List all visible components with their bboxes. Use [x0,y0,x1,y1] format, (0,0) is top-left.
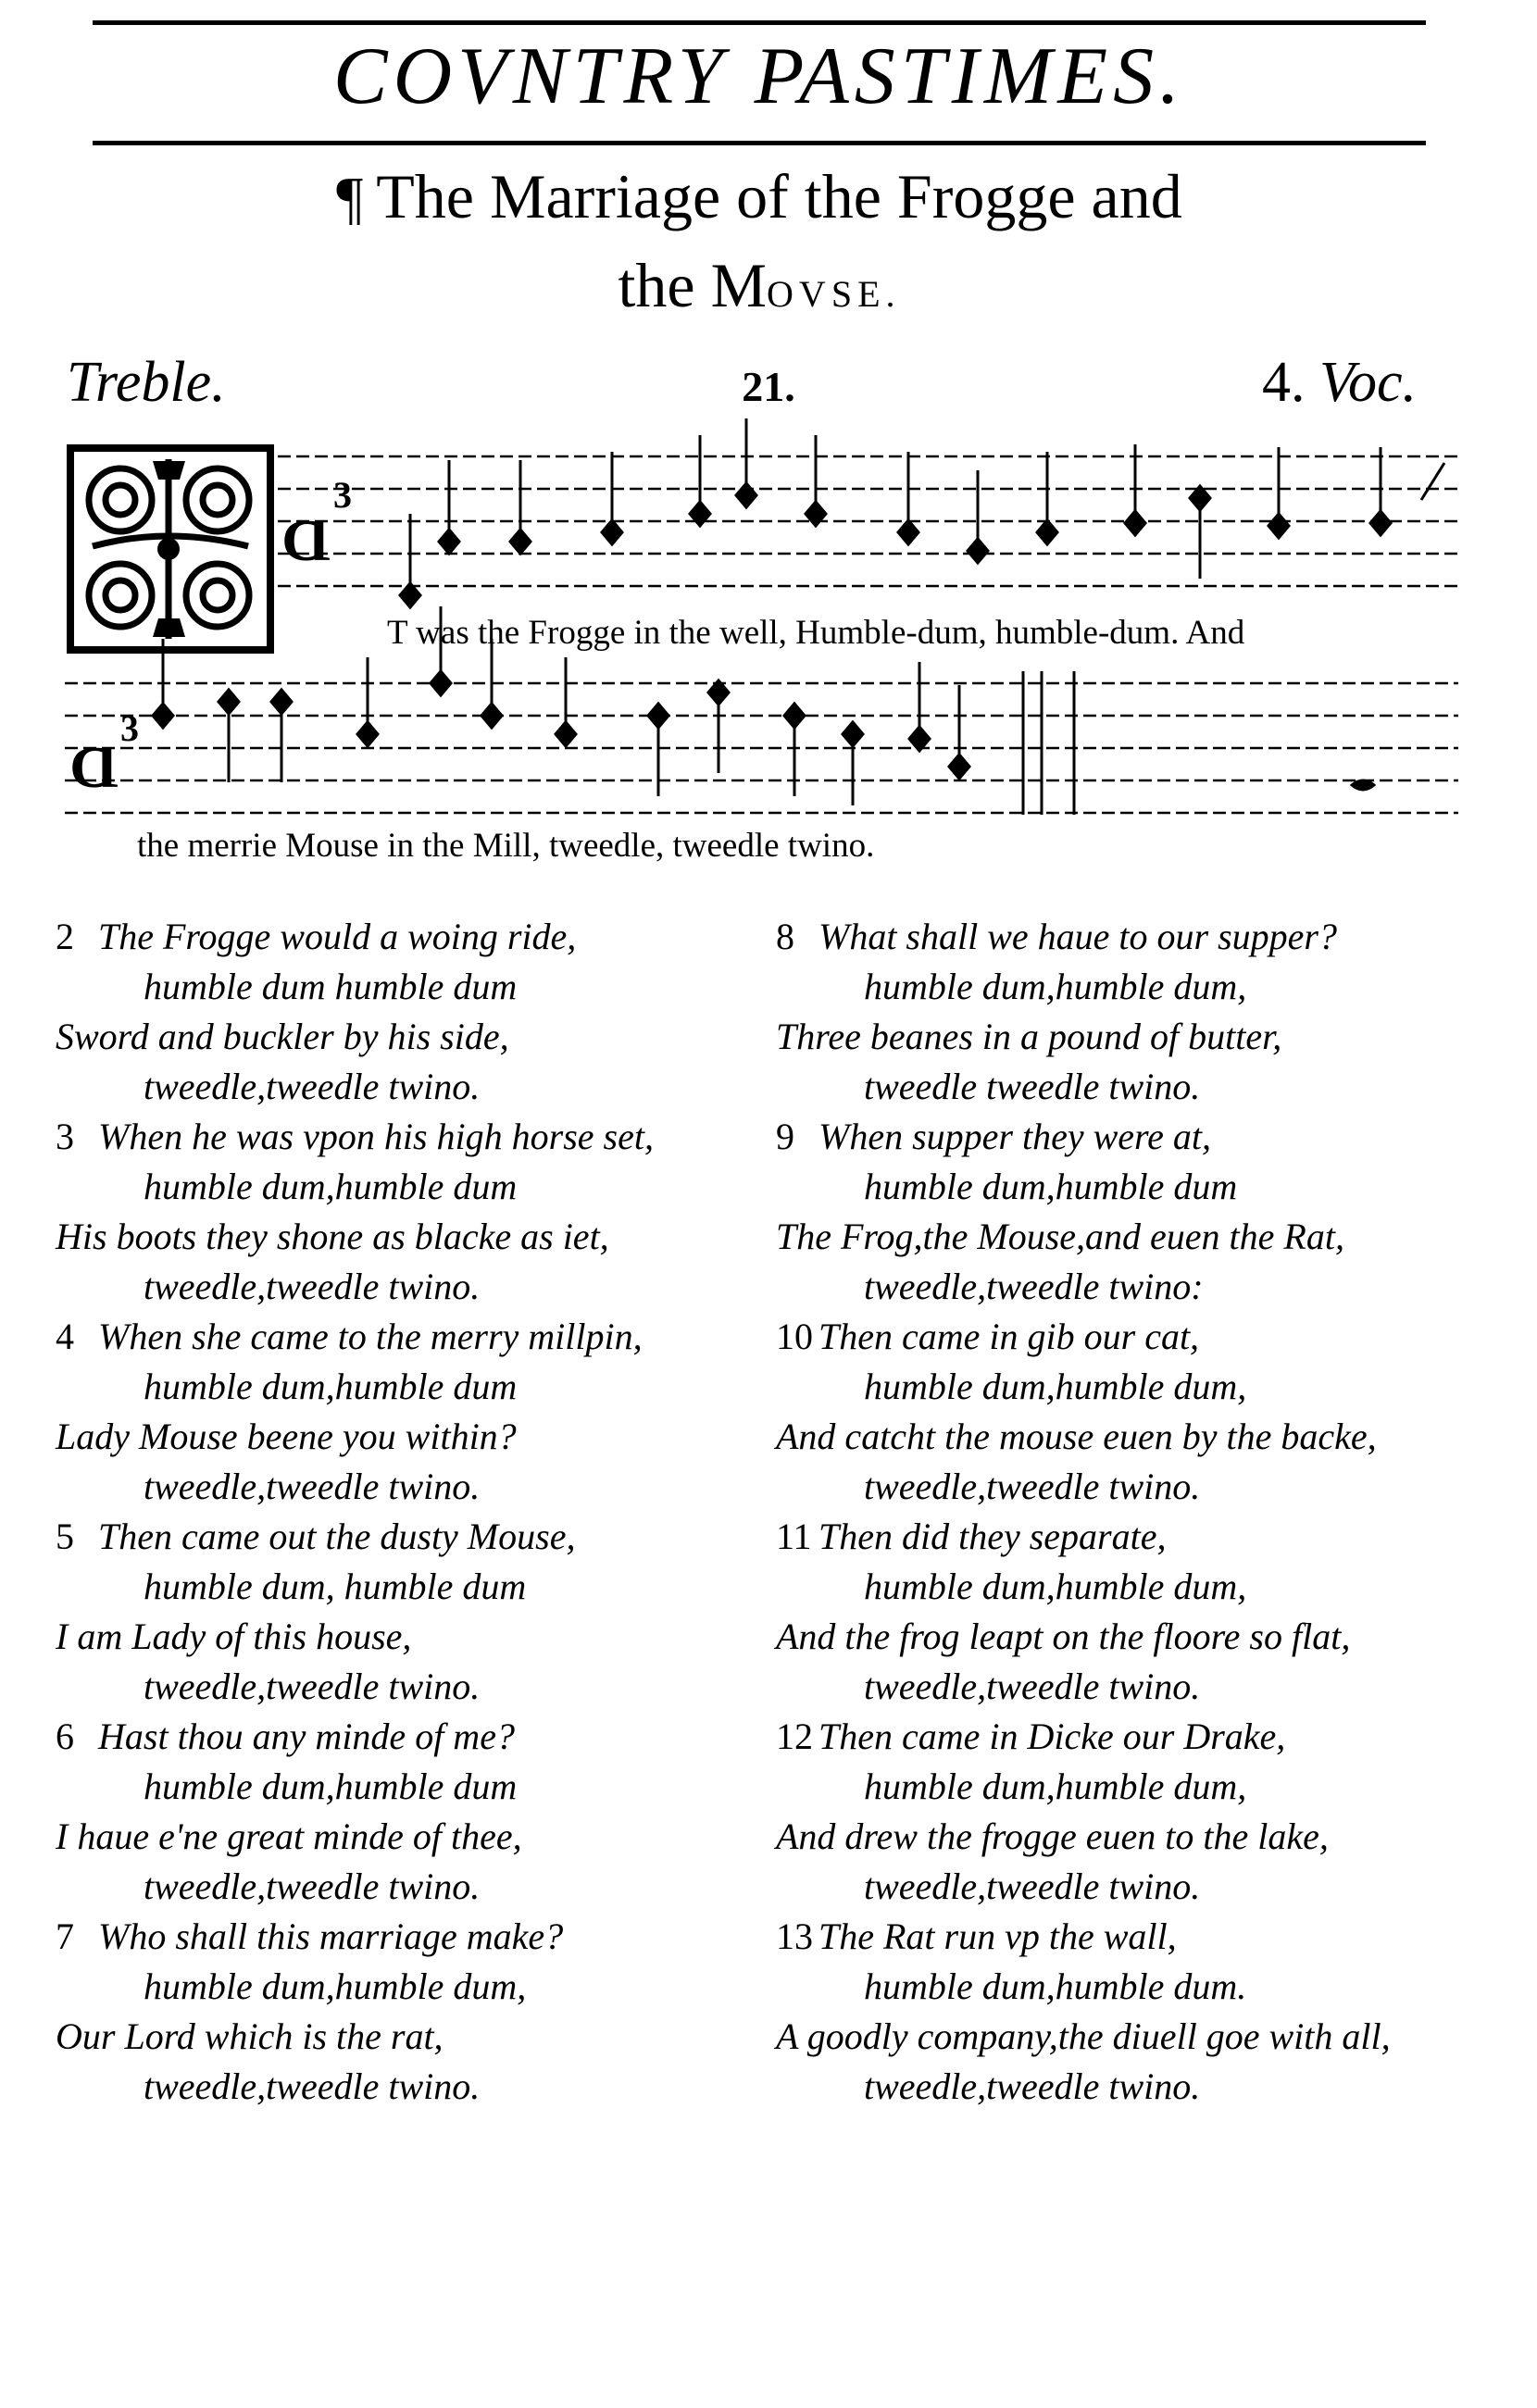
verse-number: 10 [776,1316,813,1357]
verse-refrain-line [776,1162,1391,1212]
verse-text: His boots they shone as blacke as iet, [56,1216,609,1257]
verse [776,1912,1391,2112]
svg-text:3: 3 [120,707,139,749]
verse-text: The Rat run vp the wall, [818,1915,1177,1957]
verse-number: 2 [56,916,74,957]
verse-text: And the frog leapt on the floore so flat, [776,1616,1351,1657]
verse [56,1712,654,1912]
voices-number: 4. [1261,351,1306,414]
verse-number: 9 [776,1116,794,1157]
verse-text: humble dum humble dum [144,966,518,1007]
verse-text: humble dum,humble dum, [864,1366,1247,1407]
verse-refrain-line [56,1162,654,1212]
verse-text: tweedle,tweedle twino: [864,1266,1204,1307]
verse-refrain-line [776,1462,1391,1512]
verses-column-right [776,912,1391,2112]
verse-text: tweedle,tweedle twino. [144,1466,481,1507]
verse-text: tweedle,tweedle twino. [144,1666,481,1707]
verse-line [56,1112,654,1162]
verse-refrain-line [776,1562,1391,1612]
verse-text: Then did they separate, [818,1516,1167,1557]
verse-number: 7 [56,1915,74,1957]
verse-text: tweedle,tweedle twino. [144,2065,481,2107]
verse [776,912,1391,1112]
verse-text: humble dum,humble dum [144,1765,518,1807]
verse-line [56,1412,654,1462]
verse-text: humble dum, humble dum [144,1566,527,1607]
verse-text: humble dum,humble dum [144,1166,518,1207]
verse-refrain-line [776,962,1391,1012]
song-title-line2-b: OVSE. [767,273,901,315]
verse-text: tweedle,tweedle twino. [144,1865,481,1907]
verse-line [56,1512,654,1562]
verse-line [56,1012,654,1062]
verse-text: A goodly company,the diuell goe with all, [776,2015,1391,2057]
verse-text: Our Lord which is the rat, [56,2015,444,2057]
verse-text: The Frogge would a woing ride, [98,916,577,957]
verse-text: Hast thou any minde of me? [98,1716,515,1757]
verse-line [56,1212,654,1262]
verse-text: humble dum,humble dum [144,1366,518,1407]
verse-line [776,1912,1391,1962]
verse-line [776,2012,1391,2062]
verse-refrain-line [56,1462,654,1512]
verse [56,1912,654,2112]
running-header: COVNTRY PASTIMES. [332,31,1186,121]
verse-text: tweedle,tweedle twino. [144,1266,481,1307]
verse-text: humble dum,humble dum, [864,966,1247,1007]
verse-refrain-line [776,1862,1391,1912]
verse [56,1312,654,1512]
verse-text: When she came to the merry millpin, [98,1316,643,1357]
verse-text: Three beanes in a pound of butter, [776,1016,1282,1057]
verse-refrain-line [56,1062,654,1112]
verse-text: tweedle,tweedle twino. [864,1466,1201,1507]
verse-text: Lady Mouse beene you within? [56,1416,517,1457]
verse-line [56,1812,654,1862]
verse-text: humble dum,humble dum, [144,1965,527,2007]
verse-line [776,1512,1391,1562]
verse-text: And catcht the mouse euen by the backe, [776,1416,1377,1457]
verse-text: When he was vpon his high horse set, [98,1116,654,1157]
verse-text: humble dum,humble dum, [864,1765,1247,1807]
verse-line [776,1712,1391,1762]
verse-line [56,1912,654,1962]
verse-refrain-line [56,2062,654,2112]
piece-number: 21. [742,363,795,410]
verse [56,1112,654,1312]
verse-line [56,1612,654,1662]
verse-refrain-line [56,1862,654,1912]
verse-line [56,1712,654,1762]
verse-refrain-line [776,1062,1391,1112]
part-label: Treble. [67,351,226,414]
svg-text:Ɑ: Ɑ [282,507,331,573]
verse-refrain-line [56,1962,654,2012]
verse-text: Then came in Dicke our Drake, [818,1716,1286,1757]
verse-text: Sword and buckler by his side, [56,1016,509,1057]
verse-line [56,912,654,962]
verse-number: 4 [56,1316,74,1357]
verse-refrain-line [776,1762,1391,1812]
verse-number: 3 [56,1116,74,1157]
verse-refrain-line [776,1662,1391,1712]
verse-text: tweedle tweedle twino. [864,1066,1201,1107]
verse-number: 8 [776,916,794,957]
verse [776,1312,1391,1512]
verse-text: What shall we haue to our supper? [818,916,1337,957]
verse-line [776,1812,1391,1862]
verse-number: 5 [56,1516,74,1557]
verse-number: 11 [776,1516,812,1557]
verse-line [776,1012,1391,1062]
verse-text: I am Lady of this house, [56,1616,412,1657]
verse-text: The Frog,the Mouse,and euen the Rat, [776,1216,1344,1257]
music-lyric-line1: T was the Frogge in the well, Humble-dum, humble-dum. And [387,614,1245,652]
verse-refrain-line [56,1362,654,1412]
verse-text: tweedle,tweedle twino. [864,1666,1201,1707]
verse-refrain-line [56,1762,654,1812]
voices-abbr: Voc. [1318,351,1417,414]
verse [56,1512,654,1712]
verse-line [776,1312,1391,1362]
verse-text: tweedle,tweedle twino. [144,1066,481,1107]
verse [56,912,654,1112]
verse-line [776,912,1391,962]
svg-text:3: 3 [333,474,352,516]
verse-refrain-line [776,2062,1391,2112]
verse-text: When supper they were at, [818,1116,1211,1157]
verse-refrain-line [56,1562,654,1612]
song-title-line2-a: the M [618,250,768,320]
verse-refrain-line [56,1262,654,1312]
verse [776,1512,1391,1712]
verse-text: tweedle,tweedle twino. [864,1865,1201,1907]
verse-number: 12 [776,1716,813,1757]
verse-number: 6 [56,1716,74,1757]
verse-text: humble dum,humble dum, [864,1566,1247,1607]
verse-text: humble dum,humble dum. [864,1965,1247,2007]
verse-text: I haue e'ne great minde of thee, [56,1815,522,1857]
verse-line [776,1112,1391,1162]
pilcrow-mark: ¶ [336,165,364,231]
verse-text: Who shall this marriage make? [98,1915,564,1957]
verse-refrain-line [776,1262,1391,1312]
verse-refrain-line [56,1662,654,1712]
verse [776,1112,1391,1312]
music-lyric-line2: the merrie Mouse in the Mill, tweedle, tweedle twino. [137,827,875,865]
verse-line [776,1612,1391,1662]
verse-refrain-line [776,1362,1391,1412]
music-notation [0,0,1537,889]
verse-number: 13 [776,1915,813,1957]
verses-column-left [56,912,654,2112]
verse-text: tweedle,tweedle twino. [864,2065,1201,2107]
verse [776,1712,1391,1912]
verse-refrain-line [56,962,654,1012]
verse-refrain-line [776,1962,1391,2012]
verse-text: Then came in gib our cat, [818,1316,1200,1357]
verse-line [776,1212,1391,1262]
verse-text: And drew the frogge euen to the lake, [776,1815,1329,1857]
verse-text: Then came out the dusty Mouse, [98,1516,576,1557]
verse-line [776,1412,1391,1462]
song-title-text: The Marriage of the Frogge and [376,161,1182,231]
verse-text: humble dum,humble dum [864,1166,1238,1207]
verse-line [56,1312,654,1362]
verse-line [56,2012,654,2062]
svg-text:Ɑ: Ɑ [70,734,119,800]
